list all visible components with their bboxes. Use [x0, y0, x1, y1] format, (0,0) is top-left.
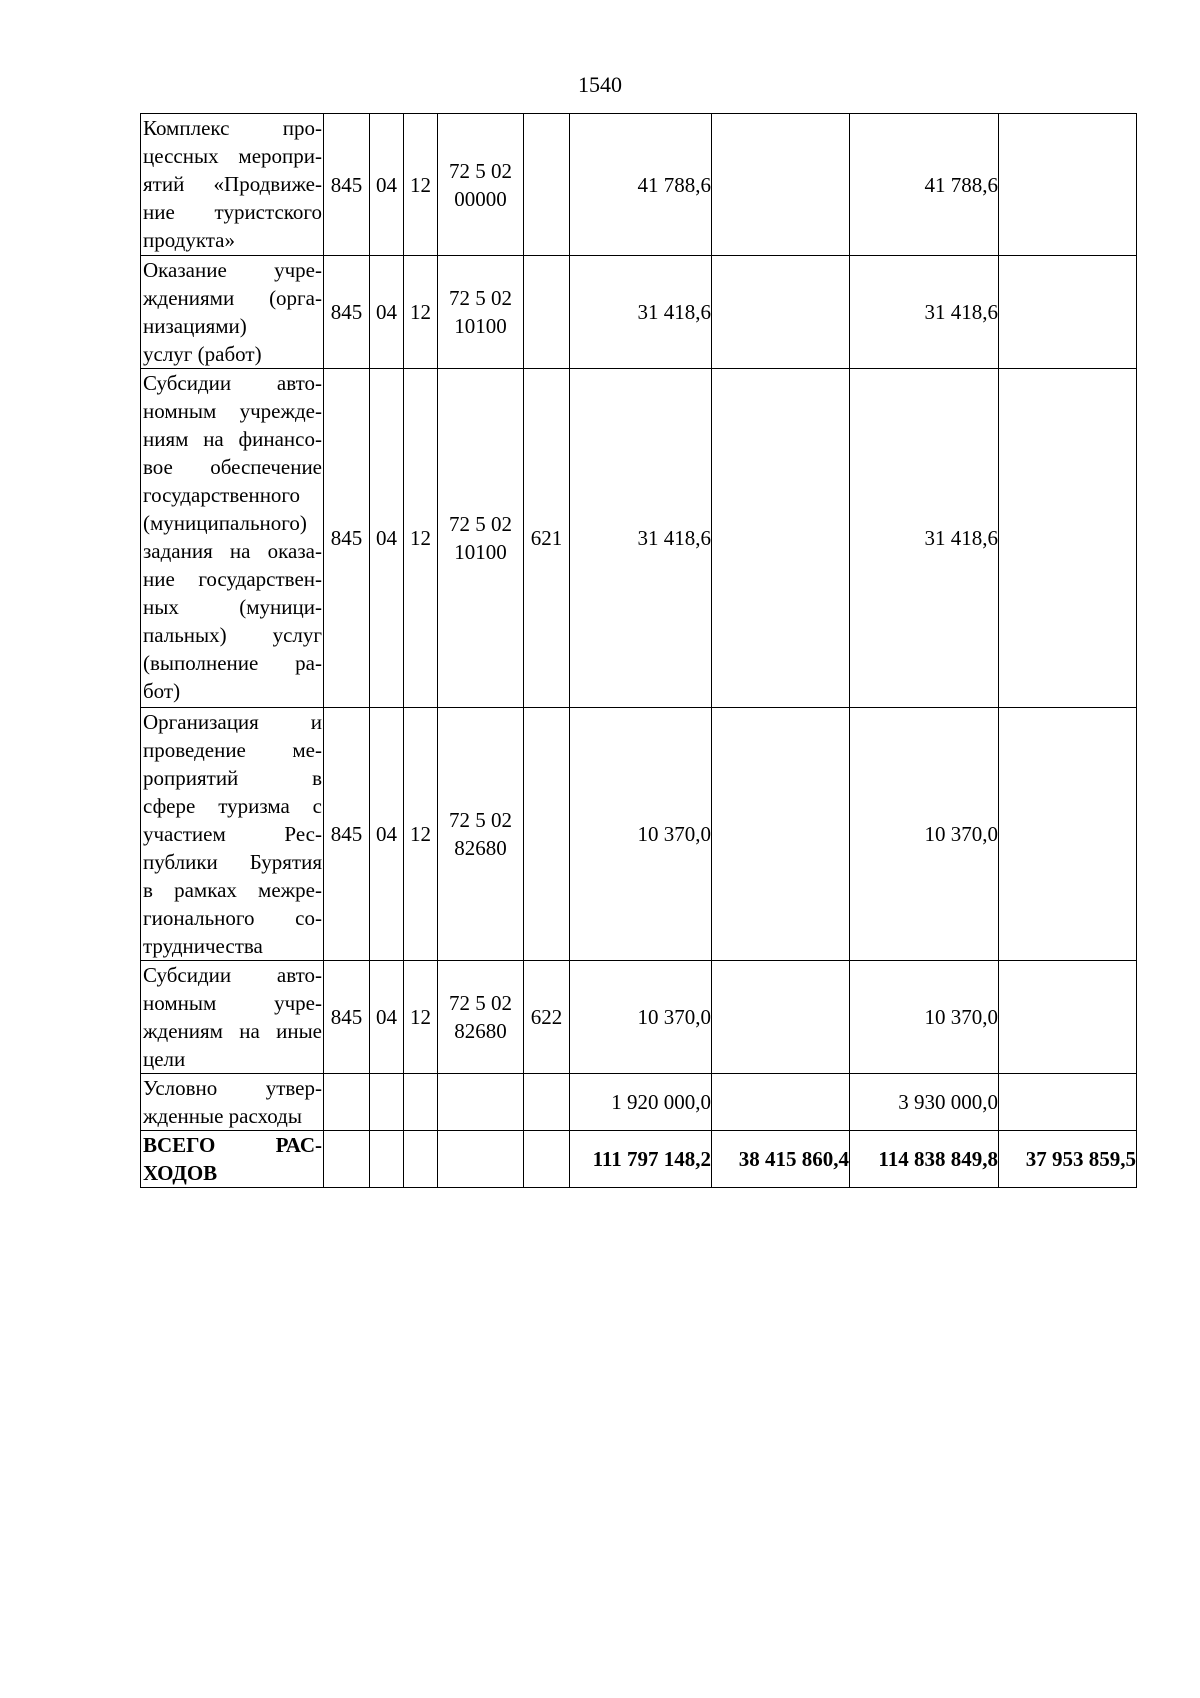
row-name-line: ных (муници-: [143, 595, 322, 619]
cell-rz: 04: [370, 369, 404, 708]
table-row: [141, 256, 1137, 369]
cell-csr-line: 10100: [454, 314, 507, 338]
cell-sum3: 3 930 000,0: [850, 1074, 999, 1131]
cell-csr: [438, 1074, 524, 1131]
cell-sum3: 31 418,6: [850, 256, 999, 369]
row-name-line: сфере туризма с: [143, 794, 322, 818]
total-empty-cell: [324, 1131, 370, 1188]
cell-sum1: 10 370,0: [570, 708, 712, 961]
cell-csr: [438, 708, 524, 961]
row-name: [141, 114, 324, 256]
row-name-line: бот): [143, 679, 181, 703]
cell-sum1: 31 418,6: [570, 256, 712, 369]
page-number: 1540: [578, 72, 622, 97]
row-name-line: вое обеспечение: [143, 455, 322, 479]
cell-sum1: 10 370,0: [570, 961, 712, 1074]
row-name: [141, 1074, 324, 1131]
row-name-line: Субсидии авто-: [143, 371, 322, 395]
row-name-line: гионального со-: [143, 906, 322, 930]
row-name-line: ждениям на иные: [143, 1019, 322, 1043]
cell-sum4: [999, 1074, 1137, 1131]
cell-rz: 04: [370, 961, 404, 1074]
table-row: [141, 961, 1137, 1074]
cell-pr: 12: [404, 256, 438, 369]
row-name-line: (выполнение ра-: [143, 651, 322, 675]
total-sum1: 111 797 148,2: [570, 1131, 712, 1188]
cell-sum4: [999, 369, 1137, 708]
row-name: [141, 708, 324, 961]
table-row: [141, 1074, 1137, 1131]
cell-sum2: [712, 708, 850, 961]
cell-csr: [438, 256, 524, 369]
row-name-line: ждениями (орга-: [143, 286, 322, 310]
cell-pr: 12: [404, 369, 438, 708]
budget-table: [140, 113, 1137, 1188]
cell-csr-line: 00000: [454, 186, 507, 211]
cell-rz: [370, 1074, 404, 1131]
cell-csr-line: 72 5 02: [449, 991, 512, 1015]
cell-gr: 845: [324, 256, 370, 369]
total-label-line: ВСЕГО РАС-: [143, 1133, 322, 1157]
cell-gr: 845: [324, 708, 370, 961]
total-sum3: 114 838 849,8: [850, 1131, 999, 1188]
row-name-line: задания на оказа-: [143, 539, 322, 563]
cell-gr: 845: [324, 369, 370, 708]
cell-sum3: 31 418,6: [850, 369, 999, 708]
total-label: [141, 1131, 324, 1188]
row-name-line: номным учре-: [143, 991, 322, 1015]
row-name-line: цессных меропри-: [143, 144, 322, 168]
total-row: [141, 1131, 1137, 1188]
cell-sum3: 10 370,0: [850, 961, 999, 1074]
table-row: [141, 708, 1137, 961]
total-empty-cell: [438, 1131, 524, 1188]
row-name-line: роприятий в: [143, 766, 322, 790]
total-empty-cell: [370, 1131, 404, 1188]
cell-vr: 622: [524, 961, 570, 1074]
row-name-line: ние туристского: [143, 200, 322, 224]
cell-vr: 621: [524, 369, 570, 708]
row-name-line: ние государствен-: [143, 567, 322, 591]
cell-csr-line: 72 5 02: [449, 512, 512, 536]
cell-pr: 12: [404, 708, 438, 961]
row-name-line: Условно утвер-: [143, 1076, 322, 1100]
row-name: [141, 369, 324, 708]
cell-pr: 12: [404, 961, 438, 1074]
table-row: [141, 114, 1137, 256]
cell-csr-line: 82680: [454, 1019, 507, 1043]
cell-sum1: 1 920 000,0: [570, 1074, 712, 1131]
cell-csr-line: 82680: [454, 836, 507, 860]
table-body: [141, 114, 1137, 1188]
cell-sum1: 31 418,6: [570, 369, 712, 708]
cell-rz: 04: [370, 708, 404, 961]
total-empty-cell: [524, 1131, 570, 1188]
cell-gr: [324, 1074, 370, 1131]
row-name-line: услуг (работ): [143, 342, 262, 366]
cell-sum3: 41 788,6: [850, 114, 999, 256]
total-empty-cell: [404, 1131, 438, 1188]
row-name-line: ятий «Продвиже-: [143, 172, 322, 196]
cell-csr-line: 72 5 02: [449, 158, 512, 183]
total-sum4: 37 953 859,5: [999, 1131, 1137, 1188]
row-name-line: государственного: [143, 483, 301, 507]
total-sum2: 38 415 860,4: [712, 1131, 850, 1188]
row-name-line: участием Рес-: [143, 822, 322, 846]
cell-csr: [438, 961, 524, 1074]
cell-sum2: [712, 1074, 850, 1131]
cell-sum1: 41 788,6: [570, 114, 712, 256]
cell-pr: 12: [404, 114, 438, 256]
row-name-line: публики Бурятия: [143, 850, 322, 874]
row-name-line: продукта»: [143, 228, 235, 252]
total-label-line: ХОДОВ: [143, 1161, 218, 1185]
cell-sum2: [712, 256, 850, 369]
cell-sum3: 10 370,0: [850, 708, 999, 961]
cell-sum4: [999, 708, 1137, 961]
cell-rz: 04: [370, 114, 404, 256]
cell-csr-line: 10100: [454, 540, 507, 564]
row-name-line: пальных) услуг: [143, 623, 322, 647]
row-name-line: в рамках межре-: [143, 878, 322, 902]
cell-vr: [524, 708, 570, 961]
row-name-line: Оказание учре-: [143, 258, 322, 282]
cell-sum4: [999, 114, 1137, 256]
row-name-line: Субсидии авто-: [143, 963, 322, 987]
cell-sum2: [712, 114, 850, 256]
row-name-line: жденные расходы: [143, 1104, 302, 1128]
cell-sum4: [999, 961, 1137, 1074]
row-name-line: ниям на финансо-: [143, 427, 322, 451]
row-name: [141, 256, 324, 369]
cell-csr-line: 72 5 02: [449, 808, 512, 832]
cell-pr: [404, 1074, 438, 1131]
cell-sum2: [712, 961, 850, 1074]
cell-gr: 845: [324, 961, 370, 1074]
row-name-line: Комплекс про-: [143, 116, 322, 140]
row-name-line: цели: [143, 1047, 186, 1071]
cell-vr: [524, 1074, 570, 1131]
cell-rz: 04: [370, 256, 404, 369]
cell-csr: [438, 369, 524, 708]
row-name-line: проведение ме-: [143, 738, 322, 762]
cell-sum2: [712, 369, 850, 708]
cell-vr: [524, 114, 570, 256]
row-name-line: низациями): [143, 314, 247, 338]
cell-vr: [524, 256, 570, 369]
table-row: [141, 369, 1137, 708]
row-name: [141, 961, 324, 1074]
row-name-line: трудничества: [143, 934, 263, 958]
cell-csr-line: 72 5 02: [449, 286, 512, 310]
row-name-line: (муниципального): [143, 511, 307, 535]
cell-sum4: [999, 256, 1137, 369]
cell-csr: [438, 114, 524, 256]
row-name-line: номным учрежде-: [143, 399, 322, 423]
row-name-line: Организация и: [143, 710, 322, 734]
cell-gr: 845: [324, 114, 370, 256]
